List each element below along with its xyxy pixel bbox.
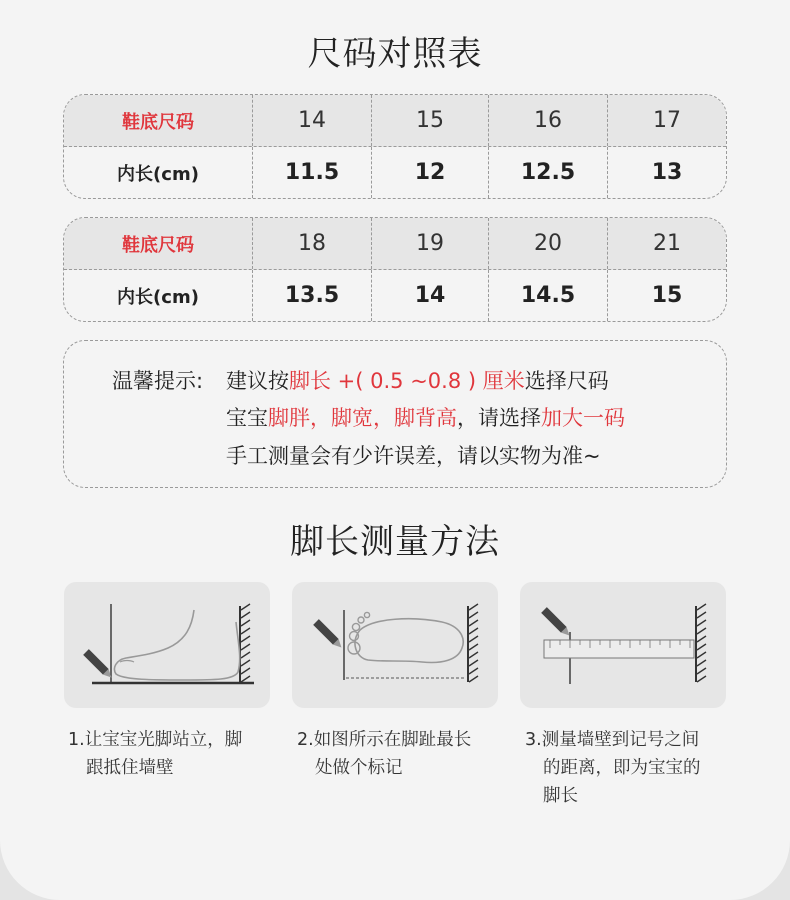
size-cell: 16 (489, 95, 608, 146)
size-cell: 20 (489, 218, 608, 269)
step-2-illustration (292, 582, 498, 708)
size-cell: 15 (372, 95, 489, 146)
step-3-illustration (520, 582, 726, 708)
wall-icon (468, 604, 478, 682)
step-2-text (297, 726, 471, 782)
tip-text: 宝宝 (226, 406, 268, 430)
step-line: 3.测量墙壁到记号之间 (525, 730, 700, 750)
tip-highlight: 脚胖，脚宽，脚背高 (268, 406, 457, 430)
size-row (64, 218, 726, 270)
length-cell: 14 (372, 270, 489, 321)
size-cell: 18 (253, 218, 372, 269)
shoe-size-label: 鞋底尺码 (64, 95, 253, 146)
size-table-2 (63, 217, 727, 322)
step-line: 脚长 (543, 786, 578, 806)
length-cell: 12 (372, 147, 489, 198)
ruler-icon (520, 582, 726, 708)
step-line: 2.如图所示在脚趾最长 (297, 730, 472, 750)
step-line: 跟抵住墙壁 (86, 758, 174, 778)
size-chart-title: 尺码对照表 (307, 34, 483, 74)
length-cell: 11.5 (253, 147, 372, 198)
tip-highlight: 加大一码 (541, 406, 625, 430)
length-cell: 12.5 (489, 147, 608, 198)
foot-top-icon (292, 582, 498, 708)
length-row (64, 270, 726, 321)
size-table-1 (63, 94, 727, 199)
pencil-icon (313, 619, 344, 650)
step-line: 的距离，即为宝宝的 (543, 758, 701, 778)
tip-text: 建议按 (226, 369, 289, 393)
size-cell: 19 (372, 218, 489, 269)
tip-line-3: 手工测量会有少许误差，请以实物为准~ (226, 444, 601, 468)
size-cell: 17 (653, 108, 681, 133)
length-cell: 13 (651, 160, 683, 185)
tip-text: ，请选择 (457, 406, 541, 430)
tip-line-1 (226, 365, 609, 395)
tip-text: 选择尺码 (524, 369, 609, 393)
length-label: 内长(cm) (64, 147, 253, 198)
length-cell: 15 (651, 283, 683, 308)
pencil-icon (83, 649, 114, 680)
size-cell: 14 (253, 95, 372, 146)
wall-icon (240, 604, 250, 682)
size-row (64, 95, 726, 147)
shoe-size-label: 鞋底尺码 (64, 218, 253, 269)
measure-title: 脚长测量方法 (290, 522, 500, 562)
length-label: 内长(cm) (64, 270, 253, 321)
step-1-illustration (64, 582, 270, 708)
length-cell: 13.5 (253, 270, 372, 321)
step-1-text (68, 726, 242, 782)
step-line: 1.让宝宝光脚站立，脚 (68, 730, 243, 750)
tip-highlight: 脚长 +( 0.5 ~0.8 ) 厘米 (289, 369, 525, 393)
step-line: 处做个标记 (315, 758, 403, 778)
tips-box (63, 340, 727, 488)
size-cell: 21 (653, 231, 681, 256)
tips-label: 温馨提示: (112, 369, 204, 393)
foot-side-icon (64, 582, 270, 708)
tip-line-2 (226, 402, 625, 432)
step-3-text (525, 726, 701, 810)
length-cell: 14.5 (489, 270, 608, 321)
pencil-icon (541, 607, 572, 638)
length-row (64, 147, 726, 198)
wall-icon (696, 604, 706, 682)
